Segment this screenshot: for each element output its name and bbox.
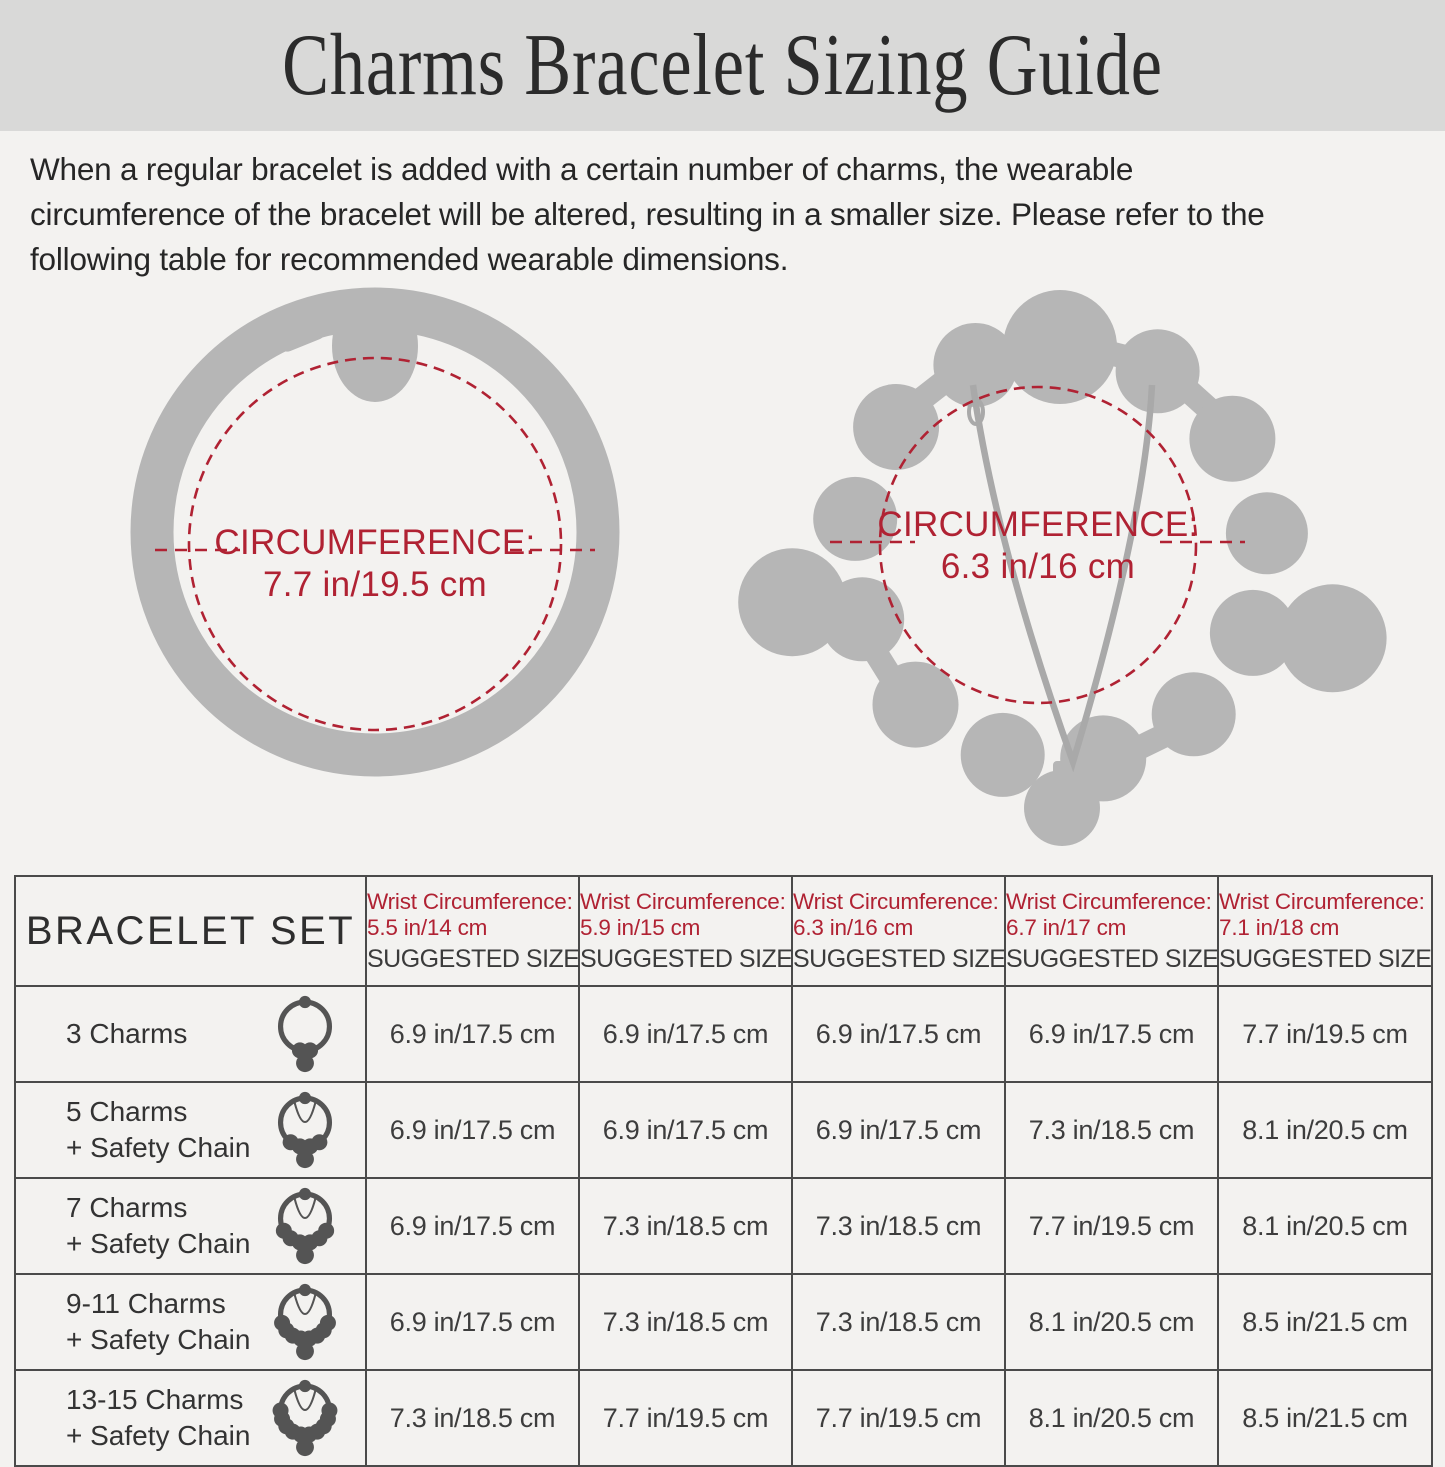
bracelet-set-icon — [261, 1275, 349, 1369]
wrist-circumference-label: Wrist Circumference: — [580, 888, 786, 914]
size-value-cell: 7.7 in/19.5 cm — [579, 1370, 792, 1466]
circumference-caption: CIRCUMFERENCE: — [214, 523, 536, 562]
size-value-cell: 7.7 in/19.5 cm — [1005, 1178, 1218, 1274]
bracelet-set-cell — [15, 1370, 366, 1466]
bracelet-set-icon — [261, 1371, 349, 1465]
column-header-3 — [792, 876, 1005, 986]
table-row-7-charms — [15, 1178, 1432, 1274]
size-value-cell: 6.9 in/17.5 cm — [366, 986, 579, 1082]
suggested-size-label: SUGGESTED SIZE — [793, 944, 1006, 973]
set-label-line2: + Safety Chain — [66, 1132, 251, 1163]
table-row-9-11-charms — [15, 1274, 1432, 1370]
bracelet-set-header: BRACELET SET — [15, 876, 366, 986]
size-value-cell: 7.3 in/18.5 cm — [792, 1178, 1005, 1274]
circumference-value: 7.7 in/19.5 cm — [262, 565, 488, 604]
bracelet-set-cell — [15, 986, 366, 1082]
suggested-size-label: SUGGESTED SIZE — [580, 944, 793, 973]
table-row-13-15-charms — [15, 1370, 1432, 1466]
table-header-row — [15, 876, 1432, 986]
dangle-charms — [738, 548, 1386, 846]
wrist-circumference-label: Wrist Circumference: — [1006, 888, 1212, 914]
bracelet-set-cell — [15, 1082, 366, 1178]
column-header-4 — [1005, 876, 1218, 986]
set-label-line1: 7 Charms — [66, 1192, 188, 1223]
bracelet-diagrams — [0, 282, 1445, 875]
bracelet-set-icon — [261, 1179, 349, 1273]
wrist-circumference-label: Wrist Circumference: — [367, 888, 573, 914]
set-label-line2: + Safety Chain — [66, 1420, 251, 1451]
wrist-circumference-value: 5.9 in/15 cm — [580, 914, 701, 940]
intro-line-2: circumference of the bracelet will be altered, resulting in a smaller size. Please refer to the — [30, 196, 1265, 232]
size-value-cell: 7.3 in/18.5 cm — [792, 1274, 1005, 1370]
suggested-size-label: SUGGESTED SIZE — [1219, 944, 1432, 973]
size-value-cell: 7.3 in/18.5 cm — [579, 1178, 792, 1274]
size-value-cell: 6.9 in/17.5 cm — [1005, 986, 1218, 1082]
size-value-cell: 8.5 in/21.5 cm — [1218, 1370, 1432, 1466]
size-value-cell: 6.9 in/17.5 cm — [579, 1082, 792, 1178]
wrist-circumference-value: 6.3 in/16 cm — [793, 914, 914, 940]
wrist-circumference-label: Wrist Circumference: — [793, 888, 999, 914]
circumference-caption: CIRCUMFERENCE: — [877, 505, 1199, 544]
header-bar — [0, 0, 1445, 131]
intro-text — [0, 131, 1445, 282]
size-value-cell: 8.5 in/21.5 cm — [1218, 1274, 1432, 1370]
wrist-circumference-value: 5.5 in/14 cm — [367, 914, 488, 940]
bracelet-set-cell — [15, 1274, 366, 1370]
set-label-line2: + Safety Chain — [66, 1228, 251, 1259]
circumference-label-plain — [175, 522, 575, 606]
circumference-label-charm — [838, 504, 1238, 588]
dangle-charm-left — [738, 548, 846, 656]
page-title: Charms Bracelet Sizing Guide — [282, 17, 1163, 114]
size-value-cell: 6.9 in/17.5 cm — [792, 1082, 1005, 1178]
wrist-circumference-value: 7.1 in/18 cm — [1219, 914, 1340, 940]
column-header-5 — [1218, 876, 1432, 986]
set-label-line2: + Safety Chain — [66, 1324, 251, 1355]
bracelet-clasp — [332, 290, 418, 402]
set-label-line1: 13-15 Charms — [66, 1384, 244, 1415]
set-label-line1: 5 Charms — [66, 1096, 188, 1127]
size-value-cell: 7.3 in/18.5 cm — [1005, 1082, 1218, 1178]
size-value-cell: 8.1 in/20.5 cm — [1005, 1274, 1218, 1370]
size-value-cell: 6.9 in/17.5 cm — [579, 986, 792, 1082]
set-label-line1: 3 Charms — [66, 1018, 188, 1049]
wrist-circumference-value: 6.7 in/17 cm — [1006, 914, 1127, 940]
size-value-cell: 7.7 in/19.5 cm — [1218, 986, 1432, 1082]
bracelet-set-icon — [261, 1083, 349, 1177]
size-value-cell: 6.9 in/17.5 cm — [792, 986, 1005, 1082]
sizing-table — [14, 875, 1433, 1467]
suggested-size-label: SUGGESTED SIZE — [1006, 944, 1219, 973]
dangle-charm-right — [1279, 584, 1387, 692]
size-value-cell: 8.1 in/20.5 cm — [1005, 1370, 1218, 1466]
dangle-charm-bottom — [1024, 770, 1100, 846]
column-header-1 — [366, 876, 579, 986]
size-value-cell: 7.3 in/18.5 cm — [579, 1274, 792, 1370]
size-value-cell: 7.3 in/18.5 cm — [366, 1370, 579, 1466]
table-row-3-charms — [15, 986, 1432, 1082]
suggested-size-label: SUGGESTED SIZE — [367, 944, 580, 973]
size-value-cell: 8.1 in/20.5 cm — [1218, 1082, 1432, 1178]
wrist-circumference-label: Wrist Circumference: — [1219, 888, 1425, 914]
set-label-line1: 9-11 Charms — [66, 1288, 226, 1319]
table-row-5-charms — [15, 1082, 1432, 1178]
circumference-value: 6.3 in/16 cm — [940, 547, 1136, 586]
bracelet-set-icon — [261, 987, 349, 1081]
size-value-cell: 7.7 in/19.5 cm — [792, 1370, 1005, 1466]
column-header-2 — [579, 876, 792, 986]
intro-line-1: When a regular bracelet is added with a certain number of charms, the wearable — [30, 151, 1134, 187]
intro-line-3: following table for recommended wearable dimensions. — [30, 241, 789, 277]
bracelet-set-cell — [15, 1178, 366, 1274]
size-value-cell: 6.9 in/17.5 cm — [366, 1274, 579, 1370]
size-value-cell: 6.9 in/17.5 cm — [366, 1178, 579, 1274]
size-value-cell: 6.9 in/17.5 cm — [366, 1082, 579, 1178]
size-value-cell: 8.1 in/20.5 cm — [1218, 1178, 1432, 1274]
